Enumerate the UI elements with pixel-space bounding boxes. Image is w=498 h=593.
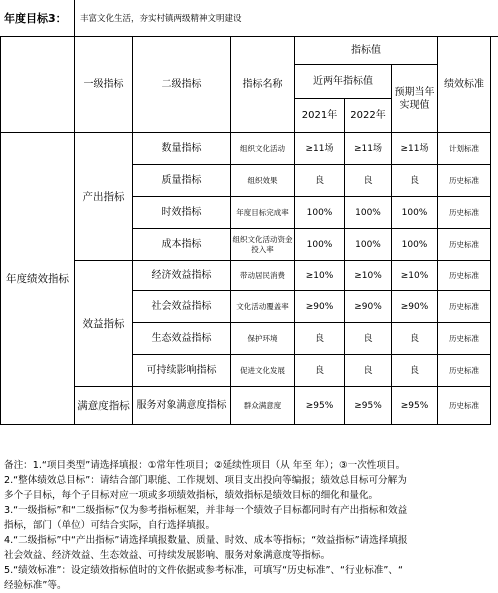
expected-value-cell: 100% bbox=[392, 229, 438, 261]
level2-cell: 成本指标 bbox=[133, 229, 231, 261]
note-line: 5.“绩效标准”：设定绩效指标值时的文件依据或参考标准，可填写“历史标准”、“行业标准”、“ bbox=[4, 565, 403, 576]
expected-value-cell: ≥90% bbox=[392, 291, 438, 323]
goal-divider bbox=[74, 0, 75, 36]
level2-cell: 可持续影响指标 bbox=[133, 355, 231, 387]
level2-cell: 社会效益指标 bbox=[133, 291, 231, 323]
expected-value-cell: 良 bbox=[392, 323, 438, 355]
value-2022-cell: 100% bbox=[345, 197, 392, 229]
value-2021-cell: 良 bbox=[295, 165, 345, 197]
header-level1: 一级指标 bbox=[75, 37, 133, 133]
value-2022-cell: ≥10% bbox=[345, 261, 392, 291]
indicator-name-cell: 带动居民消费 bbox=[231, 261, 295, 291]
indicator-name-cell: 年度目标完成率 bbox=[231, 197, 295, 229]
indicator-name-cell: 组织文化活动资金投入率 bbox=[231, 229, 295, 261]
header-level2: 二级指标 bbox=[133, 37, 231, 133]
indicator-name-cell: 组织文化活动 bbox=[231, 133, 295, 165]
group-benefit: 效益指标 bbox=[75, 261, 133, 387]
value-2022-cell: 良 bbox=[345, 355, 392, 387]
expected-value-cell: ≥95% bbox=[392, 387, 438, 425]
goal-text: 丰富文化生活，夯实村镇两级精神文明建设 bbox=[80, 14, 242, 24]
value-2022-cell: ≥90% bbox=[345, 291, 392, 323]
value-2022-cell: ≥95% bbox=[345, 387, 392, 425]
value-2021-cell: ≥10% bbox=[295, 261, 345, 291]
standard-cell: 历史标准 bbox=[438, 355, 491, 387]
note-line: 4.“二级指标”中“产出指标”请选择填报数量、质量、时效、成本等指标；“效益指标”请选择填报 bbox=[4, 535, 408, 546]
standard-cell: 计划标准 bbox=[438, 133, 491, 165]
note-line: 2.“整体绩效总目标”：请结合部门职能、工作规划、项目支出投向等编报；绩效总目标可分解为 bbox=[4, 475, 407, 486]
level2-cell: 时效指标 bbox=[133, 197, 231, 229]
value-2021-cell: ≥90% bbox=[295, 291, 345, 323]
header-corner bbox=[1, 37, 75, 133]
standard-cell: 历史标准 bbox=[438, 387, 491, 425]
indicator-name-cell: 促进文化发展 bbox=[231, 355, 295, 387]
value-2022-cell: 良 bbox=[345, 323, 392, 355]
expected-value-cell: 良 bbox=[392, 165, 438, 197]
perf-indicator-label: 年度绩效指标 bbox=[1, 133, 75, 425]
indicator-name-cell: 文化活动覆盖率 bbox=[231, 291, 295, 323]
group-output: 产出指标 bbox=[75, 133, 133, 261]
note-line: 指标，部门（单位）可结合实际，自行选择填报。 bbox=[4, 520, 216, 531]
value-2022-cell: 100% bbox=[345, 229, 392, 261]
header-standard: 绩效标准 bbox=[438, 37, 491, 133]
header-year-2021: 2021年 bbox=[295, 99, 345, 133]
standard-cell: 历史标准 bbox=[438, 291, 491, 323]
value-2021-cell: 100% bbox=[295, 197, 345, 229]
note-line: 经验标准”等。 bbox=[4, 580, 67, 591]
level2-cell: 数量指标 bbox=[133, 133, 231, 165]
expected-value-cell: 良 bbox=[392, 355, 438, 387]
header-year-2022: 2022年 bbox=[345, 99, 392, 133]
value-2022-cell: 良 bbox=[345, 165, 392, 197]
standard-cell: 历史标准 bbox=[438, 197, 491, 229]
header-indicator-name: 指标名称 bbox=[231, 37, 295, 133]
goal-label: 年度目标3： bbox=[4, 12, 67, 25]
indicator-name-cell: 组织效果 bbox=[231, 165, 295, 197]
note-line: 社会效益、经济效益、生态效益、可持续发展影响、服务对象满意度等指标。 bbox=[4, 550, 331, 561]
notes-section bbox=[4, 458, 496, 593]
value-2021-cell: 良 bbox=[295, 355, 345, 387]
expected-value-cell: 100% bbox=[392, 197, 438, 229]
indicator-name-cell: 群众满意度 bbox=[231, 387, 295, 425]
level2-cell: 质量指标 bbox=[133, 165, 231, 197]
level2-cell: 服务对象满意度指标 bbox=[133, 387, 231, 425]
standard-cell: 历史标准 bbox=[438, 229, 491, 261]
indicator-table bbox=[0, 36, 491, 425]
standard-cell: 历史标准 bbox=[438, 165, 491, 197]
header-recent-values: 近两年指标值 bbox=[295, 65, 392, 99]
value-2021-cell: 100% bbox=[295, 229, 345, 261]
standard-cell: 历史标准 bbox=[438, 261, 491, 291]
standard-cell: 历史标准 bbox=[438, 323, 491, 355]
header-indicator-value: 指标值 bbox=[295, 37, 438, 65]
header-expected-value: 预期当年实现值 bbox=[392, 65, 438, 133]
value-2021-cell: ≥95% bbox=[295, 387, 345, 425]
goal-row bbox=[0, 0, 498, 37]
level2-cell: 经济效益指标 bbox=[133, 261, 231, 291]
expected-value-cell: ≥10% bbox=[392, 261, 438, 291]
expected-value-cell: ≥11场 bbox=[392, 133, 438, 165]
note-line: 备注：1.“项目类型”请选择填报：①常年性项目；②延续性项目（从 年至 年）；③一次性项目。 bbox=[4, 460, 406, 471]
value-2022-cell: ≥11场 bbox=[345, 133, 392, 165]
group-satisfaction: 满意度指标 bbox=[75, 387, 133, 425]
note-line: 多个子目标，每个子目标对应一项或多项绩效指标，绩效指标是绩效目标的细化和量化。 bbox=[4, 490, 379, 501]
value-2021-cell: 良 bbox=[295, 323, 345, 355]
level2-cell: 生态效益指标 bbox=[133, 323, 231, 355]
note-line: 3.“一级指标”和“二级指标”仅为参考指标框架，并非每一个绩效子目标都同时有产出指标和效益 bbox=[4, 505, 408, 516]
indicator-name-cell: 保护环境 bbox=[231, 323, 295, 355]
value-2021-cell: ≥11场 bbox=[295, 133, 345, 165]
